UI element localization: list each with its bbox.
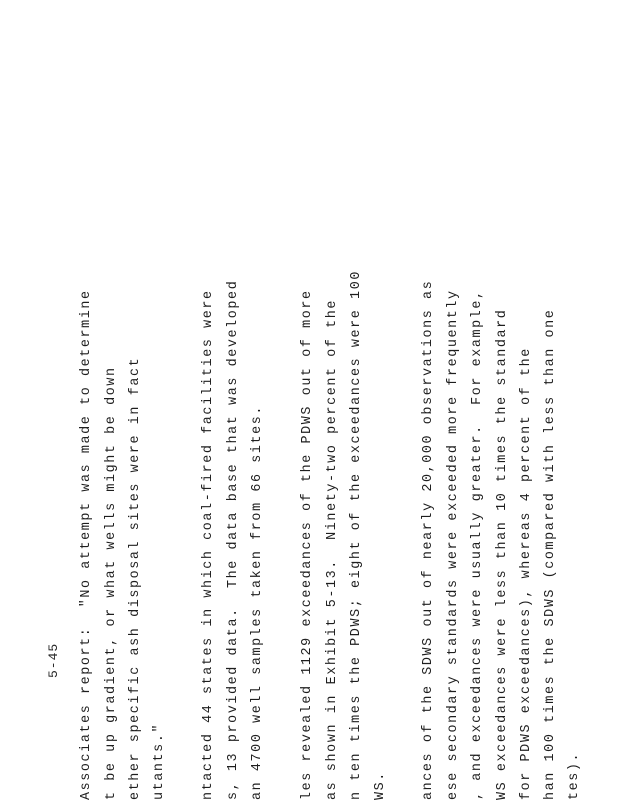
- paragraph-line: ether specific ash disposal sites were in fact: [128, 356, 143, 800]
- paragraph-line: tes).: [567, 751, 582, 800]
- paragraph-line: an 4700 well samples taken from 66 sites.: [250, 404, 265, 800]
- paragraph-line: Associates report: "No attempt was made to determine: [79, 289, 94, 800]
- paragraph-line: han 100 times the SDWS (compared with less than one: [543, 308, 558, 800]
- paragraph-line: n ten times the PDWS; eight of the exceedances were 100: [349, 270, 364, 800]
- paragraph-line: WS exceedances were less than 10 times the standard: [495, 308, 510, 800]
- paragraph-line: utants.": [152, 722, 167, 800]
- paragraph-line: les revealed 1129 exceedances of the PDWS out of more: [300, 289, 315, 800]
- paragraph-line: WS.: [373, 771, 388, 800]
- paragraph-line: for PDWS exceedances), whereas 4 percent of the: [519, 347, 534, 800]
- paragraph-line: t be up gradient, or what wells might be down: [104, 366, 119, 800]
- paragraph-line: ese secondary standards were exceeded more frequently: [446, 289, 461, 800]
- paragraph-line: as shown in Exhibit 5-13. Ninety-two percent of the: [325, 298, 340, 800]
- paragraph-line: ntacted 44 states in which coal-fired facilities were: [201, 289, 216, 800]
- paragraph-line: , and exceedances were usually greater. For example,: [470, 289, 485, 800]
- paragraph-line: s, 13 provided data. The data base that was developed: [226, 279, 241, 800]
- paragraph-line: ances of the SDWS out of nearly 20,000 observations as: [421, 279, 436, 800]
- page-number: 5-45: [46, 642, 61, 678]
